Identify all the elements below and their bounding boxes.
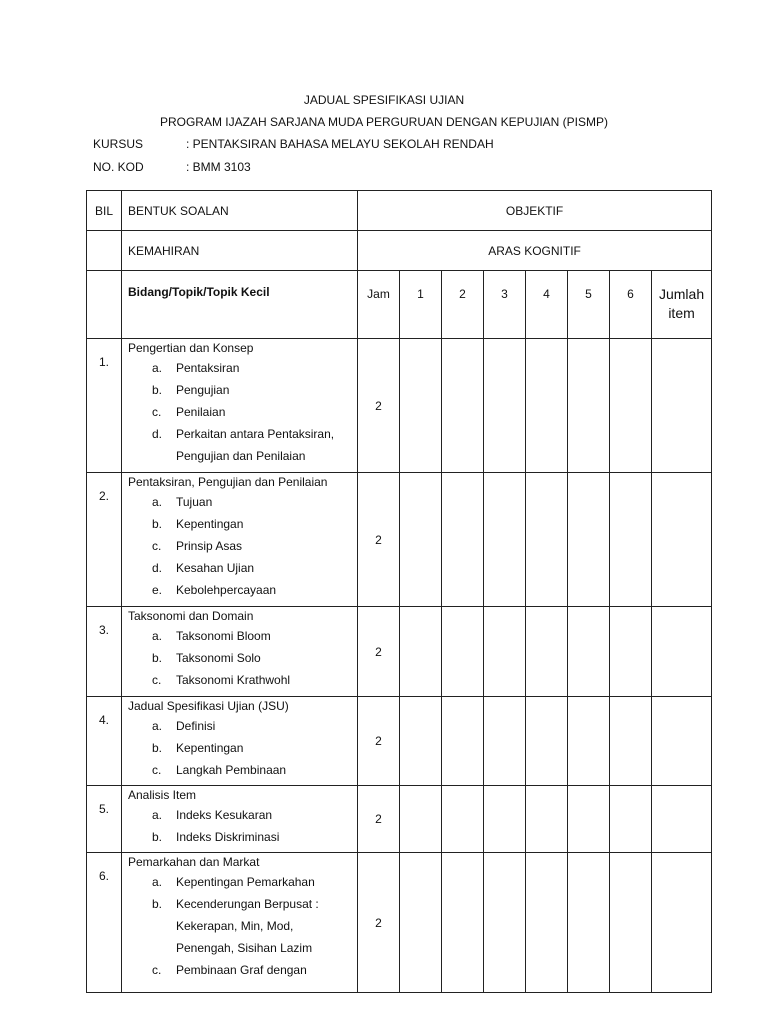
subtopic-item [122, 647, 357, 669]
level-cell [442, 786, 484, 853]
subtopic-continuation: Pengujian dan Penilaian [176, 449, 306, 463]
table-row [87, 473, 712, 607]
empty-cell [87, 231, 122, 271]
topic-cell [122, 339, 358, 473]
jam-value: 2 [358, 473, 400, 607]
level-4-header: 4 [526, 271, 568, 339]
level-cell [484, 697, 526, 786]
objektif-header: OBJEKTIF [358, 191, 712, 231]
subtopic-text: Kebolehpercayaan [176, 583, 277, 597]
level-cell [442, 697, 484, 786]
kod-value: : BMM 3103 [186, 160, 251, 174]
subtopic-text: Pembinaan Graf dengan [176, 963, 307, 977]
level-cell [442, 853, 484, 993]
topic-cell [122, 607, 358, 697]
subtopic-letter: a. [152, 808, 163, 822]
subtopic-text: Taksonomi Bloom [176, 629, 271, 643]
level-cell [484, 339, 526, 473]
jumlah-cell [652, 607, 712, 697]
subtopic-continuation: Kekerapan, Min, Mod, [176, 919, 294, 933]
jam-header: Jam [358, 271, 400, 339]
subtopic-item [122, 491, 357, 513]
subtopic-letter: b. [152, 741, 163, 755]
subtopic-item [122, 423, 357, 445]
level-3-header: 3 [484, 271, 526, 339]
document-title: JADUAL SPESIFIKASI UJIAN [303, 93, 465, 107]
level-cell [400, 607, 442, 697]
subtopic-letter: d. [152, 561, 163, 575]
level-cell [568, 853, 610, 993]
subtopic-letter: b. [152, 830, 163, 844]
aras-kognitif-header: ARAS KOGNITIF [358, 231, 712, 271]
level-cell [442, 339, 484, 473]
empty-cell [87, 271, 122, 339]
level-cell [484, 786, 526, 853]
subtopic-item [122, 379, 357, 401]
subtopic-item [122, 625, 357, 647]
subtopic-letter: a. [152, 361, 163, 375]
level-cell [568, 786, 610, 853]
level-2-header: 2 [442, 271, 484, 339]
row-number: 4. [87, 697, 122, 786]
level-6-header: 6 [610, 271, 652, 339]
topic-title: Taksonomi dan Domain [128, 609, 254, 623]
subtopic-letter: c. [152, 763, 162, 777]
subtopic-continuation: Penengah, Sisihan Lazim [176, 941, 313, 955]
subtopic-item [122, 759, 357, 781]
subtopic-text: Taksonomi Krathwohl [176, 673, 291, 687]
subtopic-text: Taksonomi Solo [176, 651, 261, 665]
level-cell [610, 473, 652, 607]
subtopic-text: Langkah Pembinaan [176, 763, 287, 777]
subtopic-text: Pentaksiran [176, 361, 240, 375]
bidang-header: Bidang/Topik/Topik Kecil [122, 271, 358, 339]
subtopic-item [122, 535, 357, 557]
subtopic-item [122, 826, 357, 848]
topic-cell [122, 473, 358, 607]
jam-value: 2 [358, 339, 400, 473]
subtopic-letter: c. [152, 539, 162, 553]
topic-title: Pentaksiran, Pengujian dan Penilaian [128, 475, 328, 489]
level-cell [400, 786, 442, 853]
level-cell [526, 339, 568, 473]
bil-header: BIL [87, 191, 122, 231]
row-number: 6. [87, 853, 122, 993]
jumlah-item-header: Jumlah item [652, 271, 712, 339]
level-cell [610, 786, 652, 853]
level-1-header: 1 [400, 271, 442, 339]
subtopic-letter: a. [152, 875, 163, 889]
level-cell [568, 339, 610, 473]
topic-cell [122, 853, 358, 993]
subtopic-item [122, 959, 357, 981]
subtopic-item [122, 513, 357, 535]
jumlah-cell [652, 853, 712, 993]
level-cell [442, 473, 484, 607]
subtopic-letter: e. [152, 583, 163, 597]
jumlah-cell [652, 786, 712, 853]
subtopic-item [122, 669, 357, 691]
row-number: 5. [87, 786, 122, 853]
level-cell [610, 697, 652, 786]
subtopic-item [122, 804, 357, 826]
subtopic-letter: a. [152, 495, 163, 509]
subtopic-letter: c. [152, 673, 162, 687]
subtopic-letter: d. [152, 427, 163, 441]
level-cell [400, 697, 442, 786]
level-cell [526, 473, 568, 607]
level-cell [400, 473, 442, 607]
subtopic-text: Perkaitan antara Pentaksiran, [176, 427, 335, 441]
program-title: PROGRAM IJAZAH SARJANA MUDA PERGURUAN DENGAN KEPUJIAN (PISMP) [159, 115, 609, 129]
level-cell [610, 853, 652, 993]
table-row [87, 697, 712, 786]
kursus-label: KURSUS [93, 137, 144, 151]
subtopic-letter: b. [152, 383, 163, 397]
subtopic-text: Tujuan [176, 495, 213, 509]
level-cell [484, 607, 526, 697]
subtopic-text: Indeks Kesukaran [176, 808, 273, 822]
jumlah-cell [652, 697, 712, 786]
bentuk-soalan-header: BENTUK SOALAN [122, 191, 358, 231]
subtopic-item [122, 893, 357, 915]
subtopic-letter: b. [152, 517, 163, 531]
level-cell [568, 697, 610, 786]
table-row [87, 607, 712, 697]
topic-title: Pengertian dan Konsep [128, 341, 254, 355]
subtopic-letter: b. [152, 651, 163, 665]
header-row-1 [87, 191, 712, 231]
row-number: 1. [87, 339, 122, 473]
subtopic-letter: a. [152, 629, 163, 643]
subtopic-item [122, 357, 357, 379]
jumlah-cell [652, 473, 712, 607]
level-cell [400, 853, 442, 993]
level-cell [610, 339, 652, 473]
topic-title: Analisis Item [128, 788, 197, 802]
level-cell [526, 786, 568, 853]
kod-label: NO. KOD [93, 160, 144, 174]
subtopic-text: Penilaian [176, 405, 226, 419]
level-cell [400, 339, 442, 473]
row-number: 3. [87, 607, 122, 697]
subtopic-letter: a. [152, 719, 163, 733]
subtopic-item [122, 579, 357, 601]
subtopic-letter: c. [152, 963, 162, 977]
jam-value: 2 [358, 607, 400, 697]
header-row-3 [87, 271, 712, 339]
level-cell [484, 473, 526, 607]
kursus-value: : PENTAKSIRAN BAHASA MELAYU SEKOLAH RENDAH [186, 137, 494, 151]
subtopic-item [122, 871, 357, 893]
topic-title: Jadual Spesifikasi Ujian (JSU) [128, 699, 289, 713]
table-row [87, 853, 712, 993]
subtopic-text: Pengujian [176, 383, 230, 397]
level-cell [568, 607, 610, 697]
subtopic-item [122, 737, 357, 759]
kemahiran-header: KEMAHIRAN [122, 231, 358, 271]
subtopic-item [122, 715, 357, 737]
subtopic-text: Kecenderungan Berpusat : [176, 897, 319, 911]
level-cell [568, 473, 610, 607]
level-cell [610, 607, 652, 697]
jumlah-cell [652, 339, 712, 473]
level-cell [526, 853, 568, 993]
jam-value: 2 [358, 786, 400, 853]
level-5-header: 5 [568, 271, 610, 339]
topic-cell [122, 697, 358, 786]
specification-table [86, 190, 712, 993]
subtopic-text: Kepentingan Pemarkahan [176, 875, 315, 889]
subtopic-text: Kepentingan [176, 741, 244, 755]
topic-title: Pemarkahan dan Markat [128, 855, 260, 869]
subtopic-letter: c. [152, 405, 162, 419]
subtopic-text: Kesahan Ujian [176, 561, 255, 575]
jam-value: 2 [358, 697, 400, 786]
subtopic-item [122, 401, 357, 423]
jam-value: 2 [358, 853, 400, 993]
level-cell [484, 853, 526, 993]
topic-cell [122, 786, 358, 853]
row-number: 2. [87, 473, 122, 607]
subtopic-letter: b. [152, 897, 163, 911]
subtopic-item [122, 557, 357, 579]
subtopic-text: Indeks Diskriminasi [176, 830, 280, 844]
table-row [87, 339, 712, 473]
level-cell [442, 607, 484, 697]
subtopic-text: Kepentingan [176, 517, 244, 531]
level-cell [526, 697, 568, 786]
level-cell [526, 607, 568, 697]
header-row-2 [87, 231, 712, 271]
subtopic-text: Prinsip Asas [176, 539, 243, 553]
table-row [87, 786, 712, 853]
subtopic-text: Definisi [176, 719, 216, 733]
